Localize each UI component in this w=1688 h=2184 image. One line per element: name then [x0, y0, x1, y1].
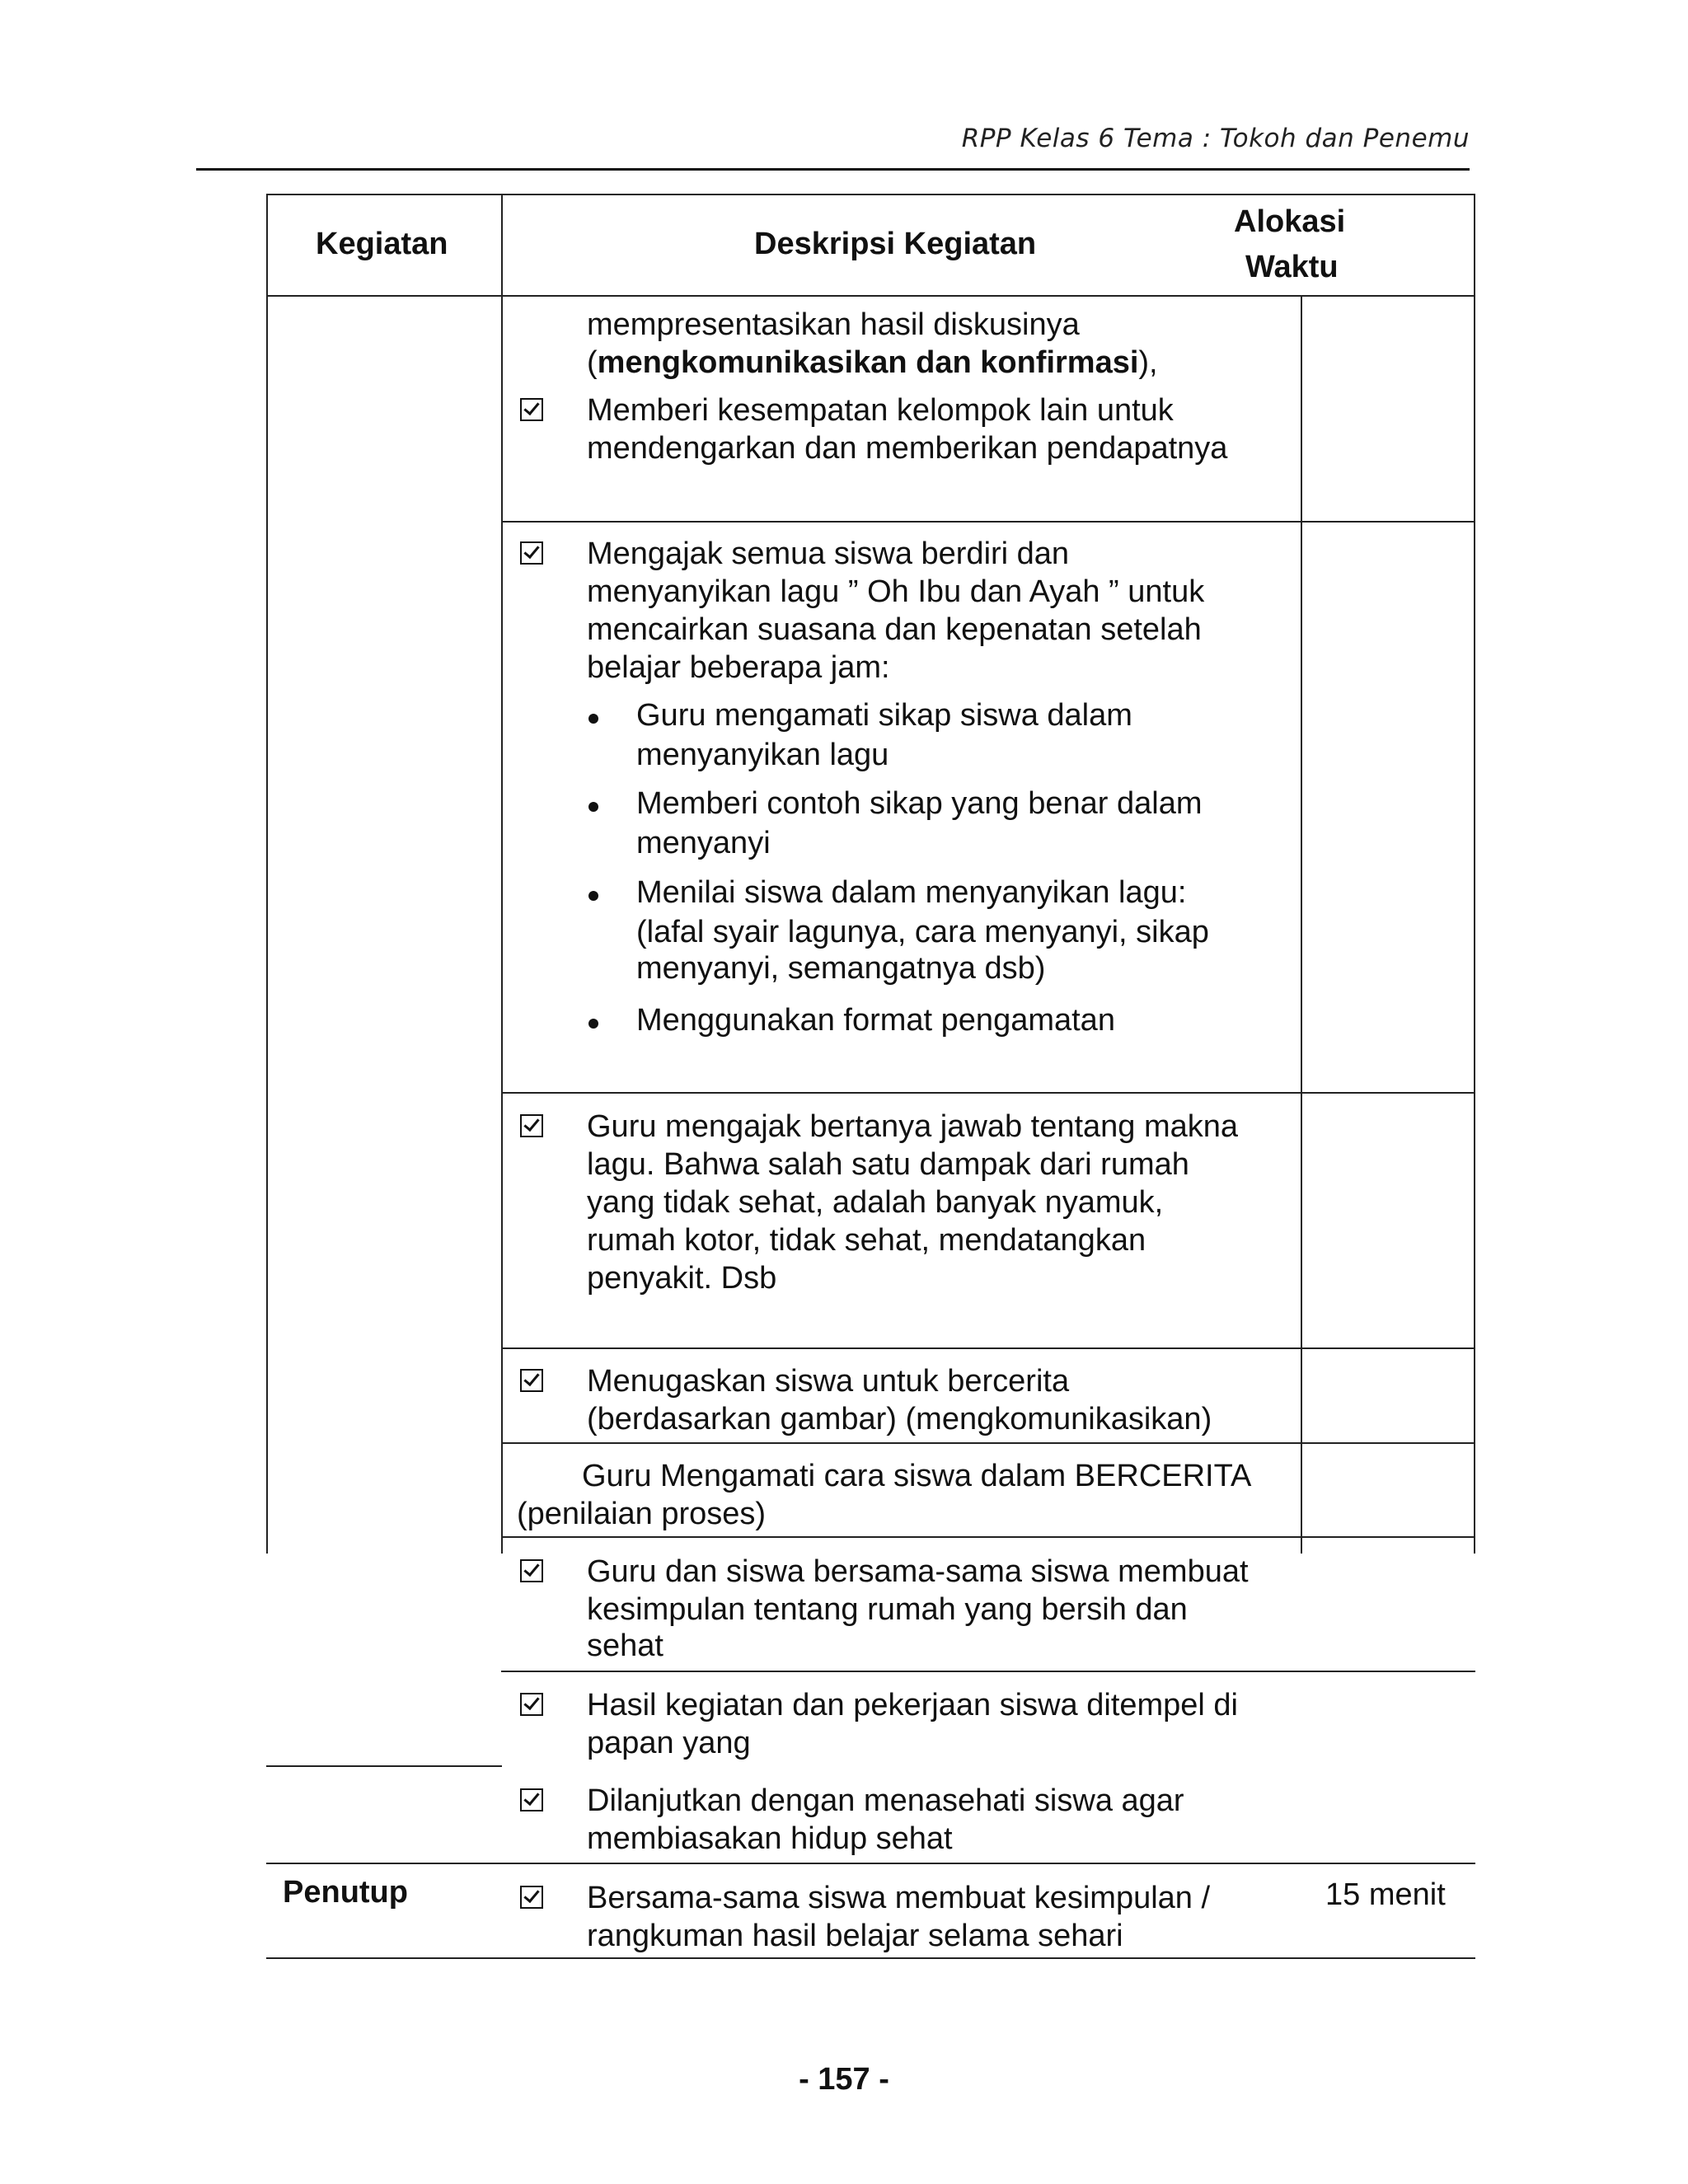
row4-line: (berdasarkan gambar) (mengkomunikasikan) [587, 1402, 1212, 1436]
row2-line: Mengajak semua siswa berdiri dan [587, 537, 1070, 571]
checkbox-icon [520, 1559, 543, 1582]
row-divider-kegiatan [266, 1765, 502, 1767]
row3-line: Guru mengajak bertanya jawab tentang makna [587, 1109, 1239, 1144]
row2-bullet2-line2: menyanyi [636, 826, 771, 860]
row2-bullet1-line1: Guru mengamati sikap siswa dalam [636, 698, 1132, 733]
row-divider [501, 1442, 1475, 1444]
row4-line: Menugaskan siswa untuk bercerita [587, 1364, 1070, 1399]
row-divider [501, 1671, 1475, 1672]
row6-line: sehat [587, 1629, 663, 1663]
checkbox-icon [520, 1114, 543, 1137]
checkbox-icon [520, 541, 543, 565]
header-rule [196, 168, 1470, 171]
checkbox-icon [520, 1886, 543, 1909]
bullet-icon [588, 714, 598, 724]
row7-item2-line1: Dilanjutkan dengan menasehati siswa agar [587, 1783, 1184, 1818]
row7-item1-line2: papan yang [587, 1726, 751, 1760]
alokasi-penutup: 15 menit [1325, 1877, 1446, 1912]
header-deskripsi: Deskripsi Kegiatan [754, 227, 1037, 261]
row6-line: Guru dan siswa bersama-sama siswa membuat [587, 1554, 1249, 1589]
row1-line1: mempresentasikan hasil diskusinya [587, 307, 1080, 342]
row2-line: belajar beberapa jam: [587, 650, 890, 685]
row8-line: Bersama-sama siswa membuat kesimpulan / [587, 1881, 1211, 1915]
checkbox-icon [520, 398, 543, 421]
bullet-icon [588, 802, 598, 812]
header-kegiatan: Kegiatan [316, 227, 448, 261]
row6-line: kesimpulan tentang rumah yang bersih dan [587, 1592, 1188, 1627]
row8-line: rangkuman hasil belajar selama sehari [587, 1919, 1123, 1953]
header-alokasi-line1: Alokasi [1234, 204, 1346, 239]
table-divider-kegiatan [501, 194, 503, 1554]
running-header: RPP Kelas 6 Tema : Tokoh dan Penemu [961, 124, 1470, 153]
row5-line: Guru Mengamati cara siswa dalam BERCERITA [582, 1459, 1252, 1493]
page-number: - 157 - [799, 2062, 889, 2097]
row1-line2-close: ), [1138, 345, 1158, 380]
row2-bullet3-line1: Menilai siswa dalam menyanyikan lagu: [636, 875, 1187, 910]
row-divider [266, 1863, 1475, 1864]
row5-line: (penilaian proses) [517, 1497, 767, 1531]
row2-bullet2-line1: Memberi contoh sikap yang benar dalam [636, 786, 1203, 821]
row2-line: mencairkan suasana dan kepenatan setelah [587, 612, 1202, 647]
row3-line: penyakit. Dsb [587, 1261, 777, 1296]
table-border-top [266, 194, 1475, 195]
row1-line2 [587, 344, 1158, 382]
row-divider [501, 521, 1475, 523]
header-alokasi-line2: Waktu [1245, 250, 1339, 284]
row-divider [501, 1536, 1475, 1538]
row-divider [501, 1092, 1475, 1094]
bullet-icon [588, 1019, 598, 1029]
table-divider-alokasi [1301, 295, 1302, 1554]
kegiatan-penutup: Penutup [283, 1875, 408, 1910]
checkbox-icon [520, 1369, 543, 1392]
row1-line2-bold: mengkomunikasikan dan konfirmasi [597, 345, 1139, 380]
row7-item2-line2: membiasakan hidup sehat [587, 1821, 953, 1856]
row1-line2-open: ( [587, 345, 598, 380]
table-border-left [266, 194, 268, 1554]
row2-bullet1-line2: menyanyikan lagu [636, 738, 889, 772]
row2-line: menyanyikan lagu ” Oh Ibu dan Ayah ” untuk [587, 574, 1205, 609]
bullet-icon [588, 891, 598, 901]
row7-item1-line1: Hasil kegiatan dan pekerjaan siswa ditempel di [587, 1688, 1239, 1722]
table-border-right [1474, 194, 1475, 1554]
row3-line: lagu. Bahwa salah satu dampak dari rumah [587, 1147, 1189, 1182]
row1-item2-line1: Memberi kesempatan kelompok lain untuk [587, 393, 1174, 428]
row2-bullet4-line1: Menggunakan format pengamatan [636, 1003, 1115, 1038]
row3-line: yang tidak sehat, adalah banyak nyamuk, [587, 1185, 1164, 1220]
row2-bullet3-line2: (lafal syair lagunya, cara menyanyi, sikap [636, 915, 1209, 949]
checkbox-icon [520, 1788, 543, 1811]
row1-item2-line2: mendengarkan dan memberikan pendapatnya [587, 431, 1228, 466]
row2-bullet3-line3: menyanyi, semangatnya dsb) [636, 951, 1046, 986]
table-header-bottom [266, 295, 1475, 297]
row-divider [501, 1347, 1475, 1349]
table-border-bottom [266, 1957, 1475, 1959]
row3-line: rumah kotor, tidak sehat, mendatangkan [587, 1223, 1146, 1258]
checkbox-icon [520, 1693, 543, 1716]
